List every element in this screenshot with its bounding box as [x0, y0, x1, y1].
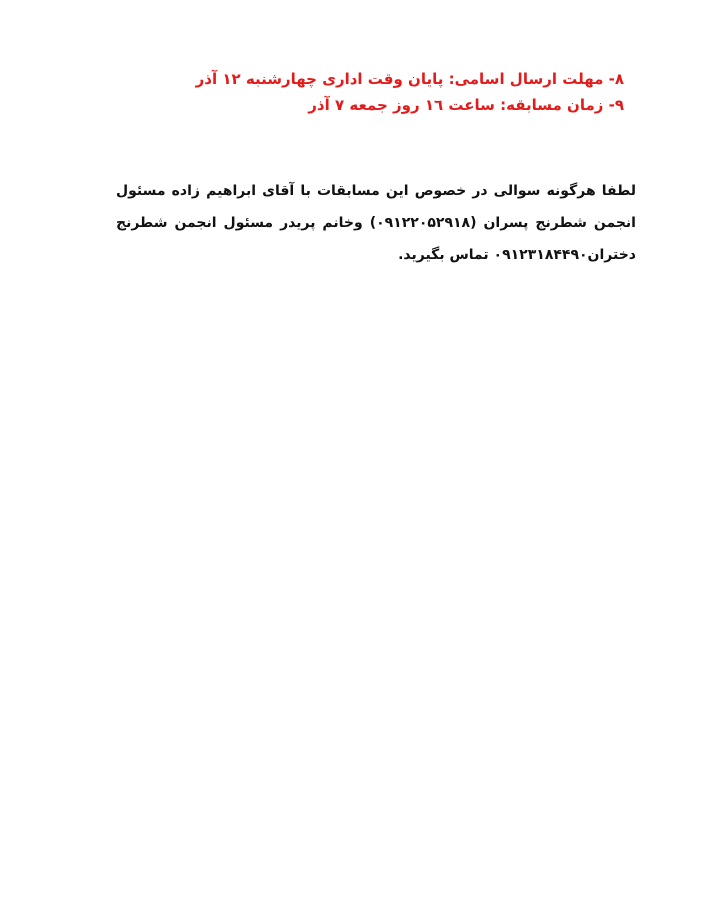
- contact-paragraph: لطفا هرگونه سوالی در خصوص این مسابقات با آقای ابراهیم زاده مسئول انجمن شطرنج پسران (۰۹۱۲۲۰۵۲۹۱۸) وخانم پریدر مسئول انجمن شطرنج دختران۰۹۱۲۳۱۸۴۴۹۰ تماس بگیرید.: [116, 183, 636, 263]
- list-item-competition-time: ۹- زمان مسابقه: ساعت ۱٦ روز جمعه ۷ آذر: [308, 96, 624, 114]
- list-item-registration-deadline: ۸- مهلت ارسال اسامی: پایان وقت اداری چهارشنبه ۱۲ آذر: [195, 70, 624, 88]
- deadline-list: [144, 66, 624, 118]
